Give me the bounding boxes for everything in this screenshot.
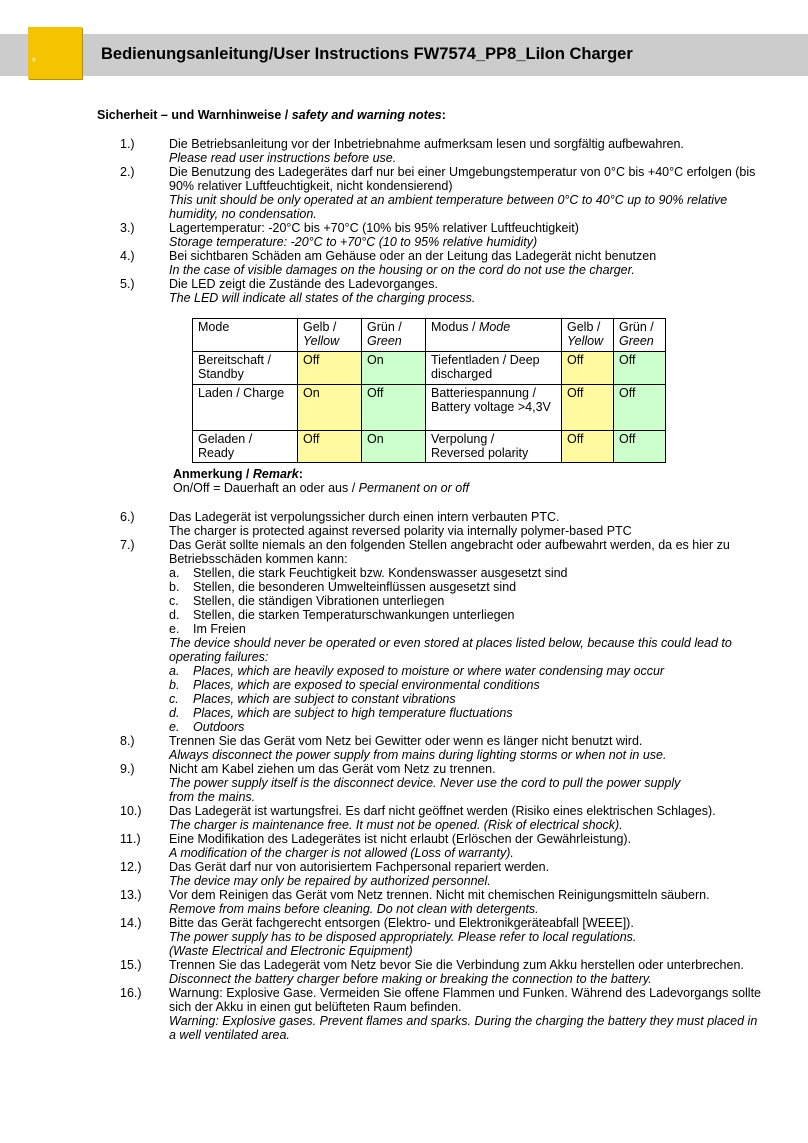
item-text-en: The power supply has to be disposed appropriately. Please refer to local regulations.	[169, 930, 637, 944]
mode-cell: Tiefentladen / Deep discharged	[426, 351, 562, 384]
item-text-de: Das Gerät sollte niemals an den folgenden Stellen angebracht oder aufbewahrt werden, da es hier zu	[169, 538, 730, 552]
item-text-de: Warnung: Explosive Gase. Vermeiden Sie offene Flammen und Funken. Während des Ladevorgangs sollte	[169, 986, 762, 1000]
item-number: 4.)	[120, 249, 135, 263]
led-status-table	[192, 318, 666, 463]
remark-text: On/Off = Dauerhaft an oder aus / Permanent on or off	[173, 481, 470, 495]
list-item: Places, which are exposed to special environmental conditions	[193, 678, 540, 692]
list-item: Stellen, die stark Feuchtigkeit bzw. Kondenswasser ausgesetzt sind	[193, 566, 568, 580]
item-text-de: Das Ladegerät ist wartungsfrei. Es darf nicht geöffnet werden (Risiko eines elektrischen Schlages).	[169, 804, 716, 818]
item-text-de: Nicht am Kabel ziehen um das Gerät vom Netz zu trennen.	[169, 762, 496, 776]
header-cell: Grün / Green	[362, 319, 426, 352]
item-text-en: (Waste Electrical and Electronic Equipment)	[169, 944, 413, 958]
list-item: Outdoors	[193, 720, 245, 734]
table-header-row	[193, 319, 666, 352]
item-text-en: operating failures:	[169, 650, 269, 664]
header-cell: Gelb / Yellow	[298, 319, 362, 352]
list-letter: e.	[169, 622, 180, 636]
yellow-cell: Off	[562, 384, 614, 430]
item-text-en: The LED will indicate all states of the charging process.	[169, 291, 476, 305]
green-cell: On	[362, 351, 426, 384]
mode-cell: Bereitschaft / Standby	[193, 351, 298, 384]
item-number: 2.)	[120, 165, 135, 179]
header-cell: Gelb / Yellow	[562, 319, 614, 352]
item-number: 9.)	[120, 762, 135, 776]
green-cell: Off	[614, 430, 666, 463]
mode-cell: Batteriespannung / Battery voltage >4,3V	[426, 384, 562, 430]
item-text-de: Das Ladegerät ist verpolungssicher durch einen intern verbauten PTC.	[169, 510, 560, 524]
item-text-de: Die Benutzung des Ladegerätes darf nur bei einer Umgebungstemperatur von 0°C bis +40°C erfolgen (bis	[169, 165, 756, 179]
table-row	[193, 384, 666, 430]
item-text-en: The charger is protected against reversed polarity via internally polymer-based PTC	[169, 524, 632, 538]
item-text-en: Always disconnect the power supply from mains during lighting storms or when not in use.	[169, 748, 667, 762]
item-number: 13.)	[120, 888, 142, 902]
item-text-de: Trennen Sie das Gerät vom Netz bei Gewitter oder wenn es länger nicht benutzt wird.	[169, 734, 643, 748]
item-number: 5.)	[120, 277, 135, 291]
table-row	[193, 351, 666, 384]
yellow-cell: Off	[562, 430, 614, 463]
list-item: Stellen, die ständigen Vibrationen unterliegen	[193, 594, 445, 608]
item-number: 14.)	[120, 916, 142, 930]
item-text-en: The device may only be repaired by authorized personnel.	[169, 874, 491, 888]
list-item: Im Freien	[193, 622, 246, 636]
list-item: Places, which are subject to high temperature fluctuations	[193, 706, 513, 720]
section-heading: Sicherheit – und Warnhinweise / safety and warning notes:	[97, 108, 446, 122]
item-text-de: Eine Modifikation des Ladegerätes ist nicht erlaubt (Erlöschen der Gewährleistung).	[169, 832, 632, 846]
list-item: Stellen, die besonderen Umwelteinflüssen ausgesetzt sind	[193, 580, 517, 594]
mode-cell: Verpolung / Reversed polarity	[426, 430, 562, 463]
list-letter: a.	[169, 664, 180, 678]
item-text-de: Bei sichtbaren Schäden am Gehäuse oder an der Leitung das Ladegerät nicht benutzen	[169, 249, 657, 263]
list-letter: d.	[169, 608, 180, 622]
item-text-en: In the case of visible damages on the housing or on the cord do not use the charger.	[169, 263, 635, 277]
header-cell: Modus / Mode	[426, 319, 562, 352]
logo-text: FRIWO ®	[32, 57, 70, 99]
item-text-en: Warning: Explosive gases. Prevent flames and sparks. During the charging the battery they must placed in	[169, 1014, 758, 1028]
item-text-en: from the mains.	[169, 790, 256, 804]
green-cell: Off	[362, 384, 426, 430]
item-number: 8.)	[120, 734, 135, 748]
item-number: 11.)	[120, 832, 141, 846]
item-text-de: sich der Akku in einen gut belüfteten Raum befinden.	[169, 1000, 462, 1014]
item-number: 7.)	[120, 538, 135, 552]
list-item: Places, which are heavily exposed to moisture or where water condensing may occur	[193, 664, 665, 678]
item-text-en: The device should never be operated or even stored at places listed below, because this could lead to	[169, 636, 732, 650]
friwo-logo	[28, 27, 82, 99]
list-letter: a.	[169, 566, 180, 580]
item-text-en: A modification of the charger is not allowed (Loss of warranty).	[169, 846, 514, 860]
item-text-en: a well ventilated area.	[169, 1028, 290, 1042]
item-text-de: Betriebsschäden kommen kann:	[169, 552, 348, 566]
item-text-en: This unit should be only operated at an ambient temperature between 0°C to 40°C up to 90% relative	[169, 193, 728, 207]
item-number: 6.)	[120, 510, 135, 524]
list-item: Places, which are subject to constant vibrations	[193, 692, 456, 706]
header-cell: Grün / Green	[614, 319, 666, 352]
item-number: 10.)	[120, 804, 142, 818]
mode-cell: Geladen / Ready	[193, 430, 298, 463]
item-text-de: Die Betriebsanleitung vor der Inbetriebnahme aufmerksam lesen und sorgfältig aufbewahren.	[169, 137, 684, 151]
list-letter: c.	[169, 594, 179, 608]
yellow-cell: Off	[298, 430, 362, 463]
item-text-en: The charger is maintenance free. It must not be opened. (Risk of electrical shock).	[169, 818, 623, 832]
item-text-en: humidity, no condensation.	[169, 207, 317, 221]
list-item: Stellen, die starken Temperaturschwankungen unterliegen	[193, 608, 515, 622]
item-number: 3.)	[120, 221, 135, 235]
document-title: Bedienungsanleitung/User Instructions FW7574_PP8_LiIon Charger	[101, 45, 633, 63]
item-text-de: Das Gerät darf nur von autorisiertem Fachpersonal repariert werden.	[169, 860, 550, 874]
yellow-cell: Off	[562, 351, 614, 384]
list-letter: b.	[169, 580, 180, 594]
green-cell: Off	[614, 384, 666, 430]
item-text-en: Remove from mains before cleaning. Do not clean with detergents.	[169, 902, 539, 916]
yellow-cell: Off	[298, 351, 362, 384]
item-number: 1.)	[120, 137, 135, 151]
item-text-de: Die LED zeigt die Zustände des Ladevorganges.	[169, 277, 438, 291]
item-text-de: Bitte das Gerät fachgerecht entsorgen (Elektro- und Elektronikgeräteabfall [WEEE]).	[169, 916, 634, 930]
item-text-de: 90% relativer Luftfeuchtigkeit, nicht kondensierend)	[169, 179, 453, 193]
green-cell: On	[362, 430, 426, 463]
list-letter: b.	[169, 678, 180, 692]
item-number: 16.)	[120, 986, 142, 1000]
item-number: 12.)	[120, 860, 142, 874]
mode-cell: Laden / Charge	[193, 384, 298, 430]
header-cell: Mode	[193, 319, 298, 352]
list-letter: c.	[169, 692, 179, 706]
list-letter: d.	[169, 706, 180, 720]
item-text-en: Please read user instructions before use.	[169, 151, 397, 165]
item-text-de: Lagertemperatur: -20°C bis +70°C (10% bis 95% relativer Luftfeuchtigkeit)	[169, 221, 579, 235]
item-text-en: The power supply itself is the disconnect device. Never use the cord to pull the power supply	[169, 776, 681, 790]
item-text-en: Disconnect the battery charger before making or breaking the connection to the battery.	[169, 972, 652, 986]
item-text-en: Storage temperature: -20°C to +70°C (10 to 95% relative humidity)	[169, 235, 538, 249]
item-text-de: Trennen Sie das Ladegerät vom Netz bevor Sie die Verbindung zum Akku herstellen oder unterbrechen.	[169, 958, 744, 972]
yellow-cell: On	[298, 384, 362, 430]
item-text-de: Vor dem Reinigen das Gerät vom Netz trennen. Nicht mit chemischen Reinigungsmitteln säubern.	[169, 888, 710, 902]
list-letter: e.	[169, 720, 180, 734]
item-number: 15.)	[120, 958, 142, 972]
table-row	[193, 430, 666, 463]
remark-label: Anmerkung / Remark:	[173, 467, 303, 481]
green-cell: Off	[614, 351, 666, 384]
